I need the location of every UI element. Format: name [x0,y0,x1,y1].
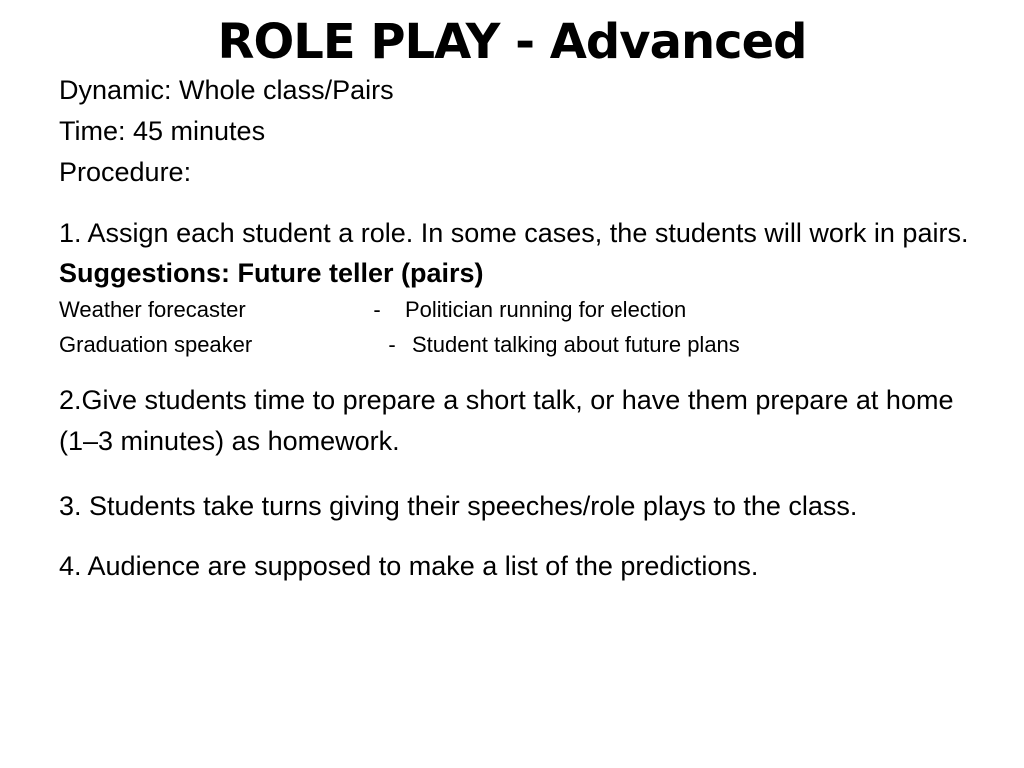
slide-title: ROLE PLAY - Advanced [217,14,807,70]
procedure-label: Procedure: [59,157,192,187]
step-3: 3. Students take turns giving their speeches/role plays to the class. [59,491,858,521]
suggestion-separator: - [388,332,396,357]
suggestions-title: Suggestions: Future teller (pairs) [59,258,484,288]
time-line: Time: 45 minutes [59,116,266,146]
suggestion-right: Student talking about future plans [412,332,740,357]
step-4: 4. Audience are supposed to make a list of the predictions. [59,551,759,581]
suggestion-separator: - [373,297,381,322]
suggestion-left: Graduation speaker [59,332,253,357]
step-1: 1. Assign each student a role. In some cases, the students will work in pairs. [59,218,969,248]
suggestion-right: Politician running for election [405,297,687,322]
slide-body [59,70,989,587]
dynamic-line: Dynamic: Whole class/Pairs [59,75,394,105]
suggestion-row [59,292,989,327]
suggestion-row [59,327,989,362]
suggestion-left: Weather forecaster [59,297,246,322]
step-2: 2.Give students time to prepare a short talk, or have them prepare at home (1–3 minutes) as homework. [59,385,954,456]
